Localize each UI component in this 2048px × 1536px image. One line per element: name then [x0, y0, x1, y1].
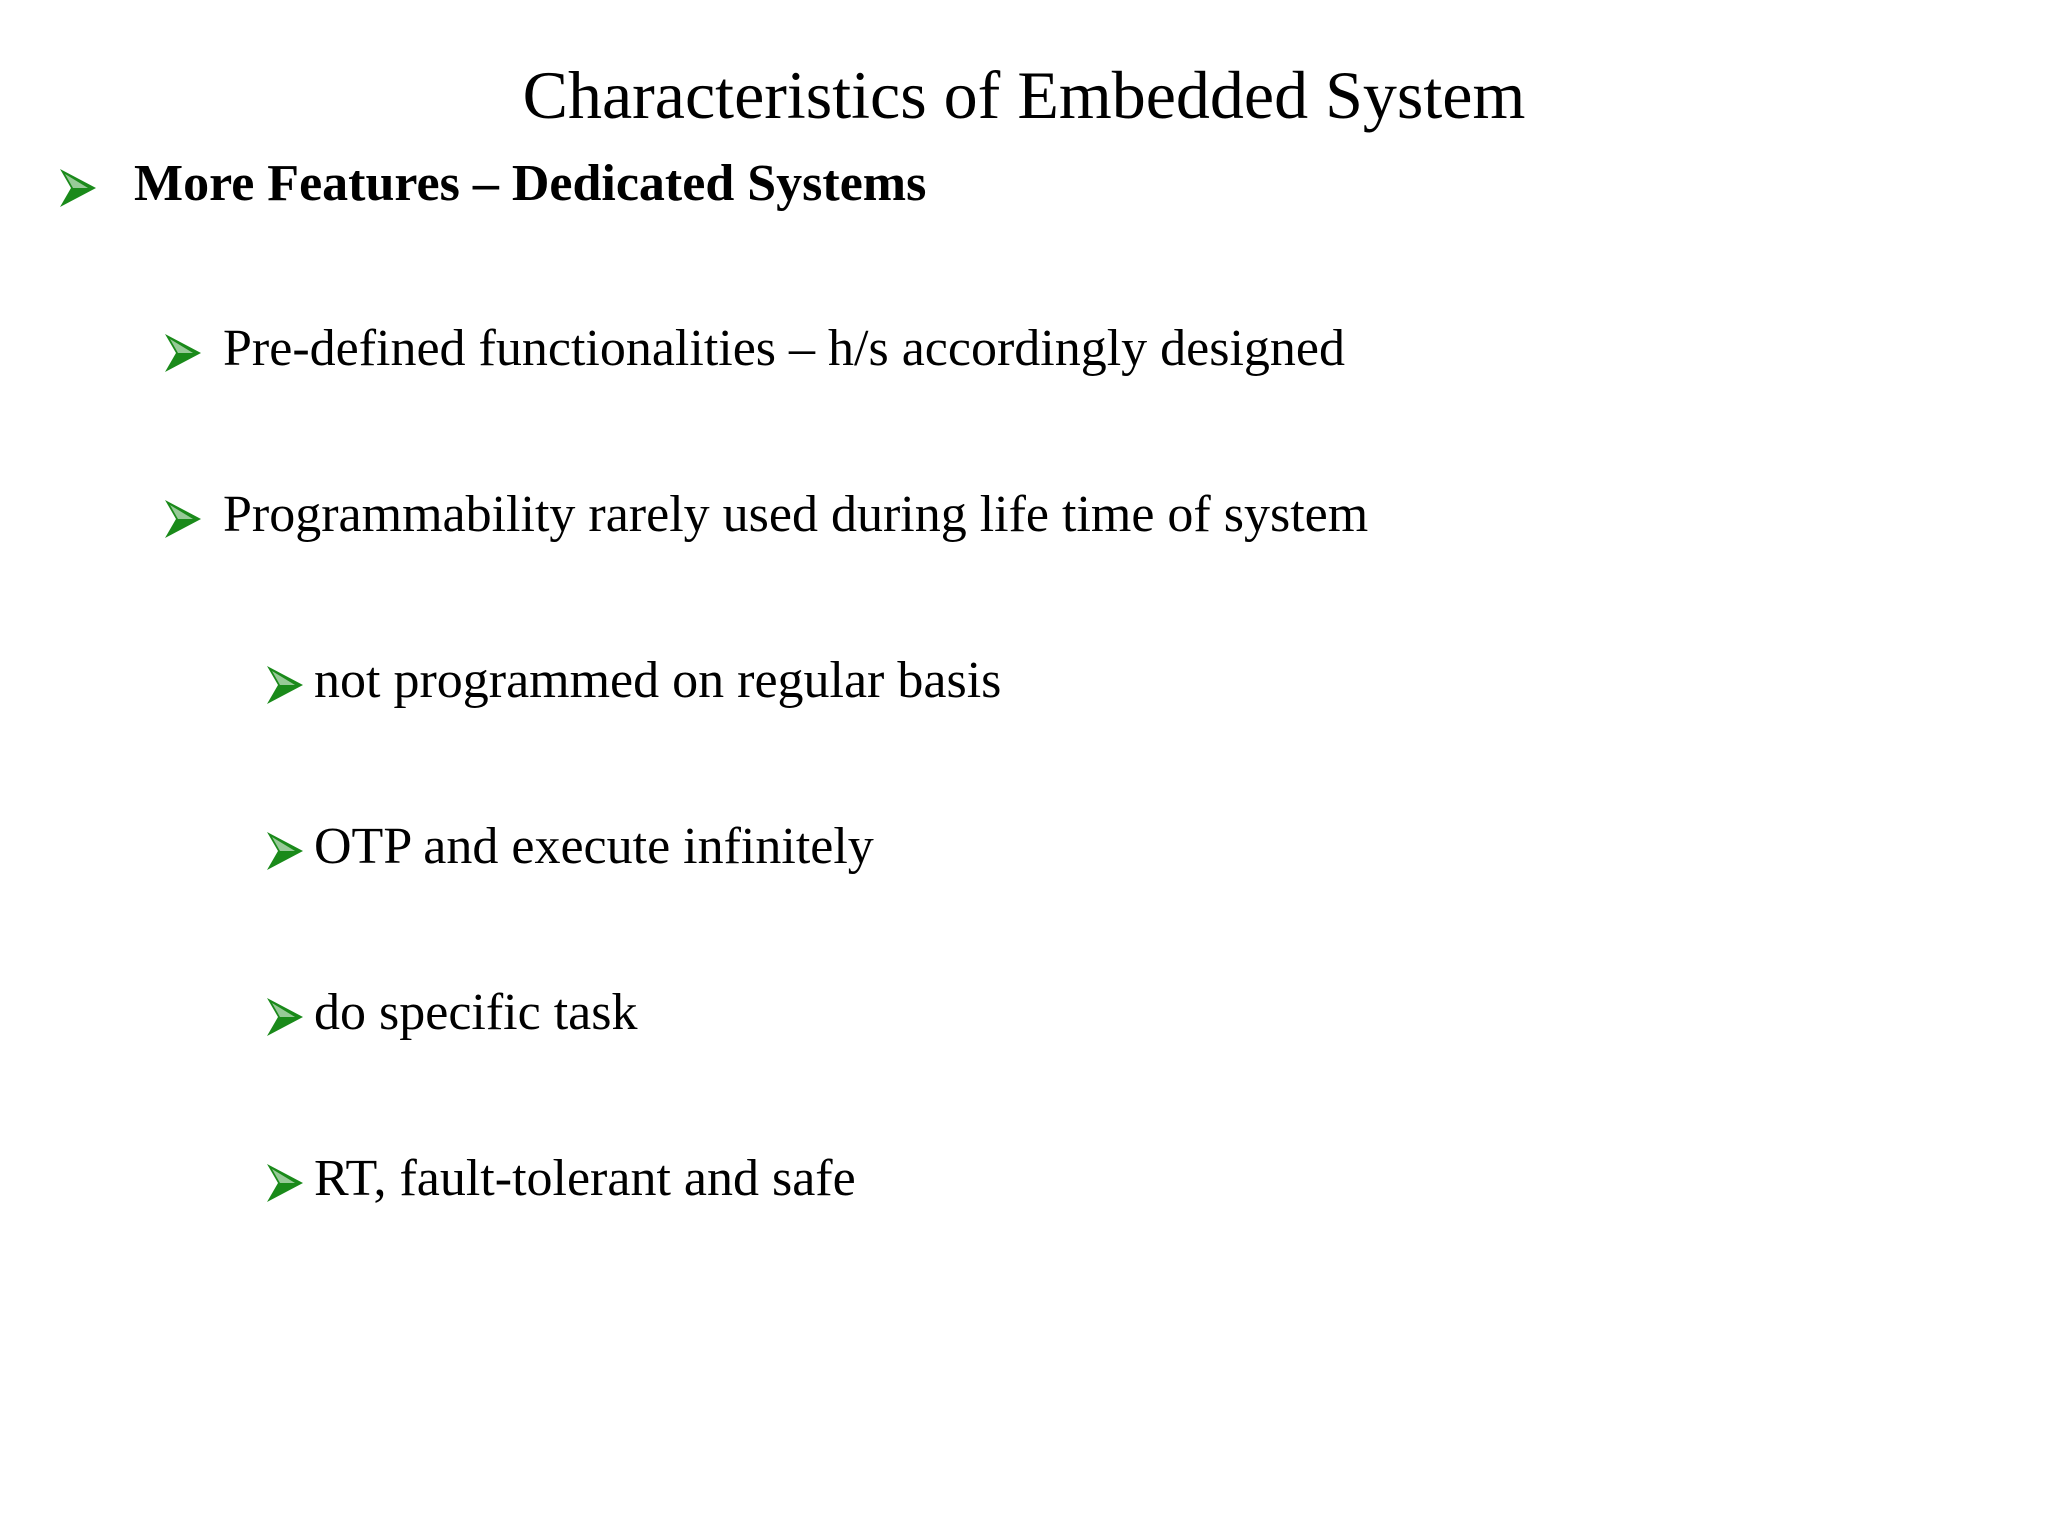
- arrowhead-bullet-icon: [265, 1149, 305, 1209]
- bullet-text: Pre-defined functionalities – h/s accordingly designed: [223, 320, 1346, 377]
- bullet-text: More Features – Dedicated Systems: [134, 155, 927, 212]
- arrowhead-bullet-icon: [265, 983, 305, 1043]
- arrowhead-bullet-icon: [58, 154, 98, 214]
- arrowhead-bullet-icon: [163, 319, 203, 379]
- arrowhead-bullet-icon: [163, 485, 203, 545]
- arrowhead-bullet-icon: [265, 817, 305, 877]
- slide-title: Characteristics of Embedded System: [522, 57, 1526, 133]
- bullet-text: Programmability rarely used during life time of system: [223, 486, 1369, 543]
- bullet-text: OTP and execute infinitely: [314, 818, 874, 875]
- arrowhead-bullet-icon: [265, 651, 305, 711]
- bullet-text: do specific task: [314, 984, 638, 1041]
- bullet-text: not programmed on regular basis: [314, 652, 1002, 709]
- bullet-text: RT, fault-tolerant and safe: [314, 1150, 856, 1207]
